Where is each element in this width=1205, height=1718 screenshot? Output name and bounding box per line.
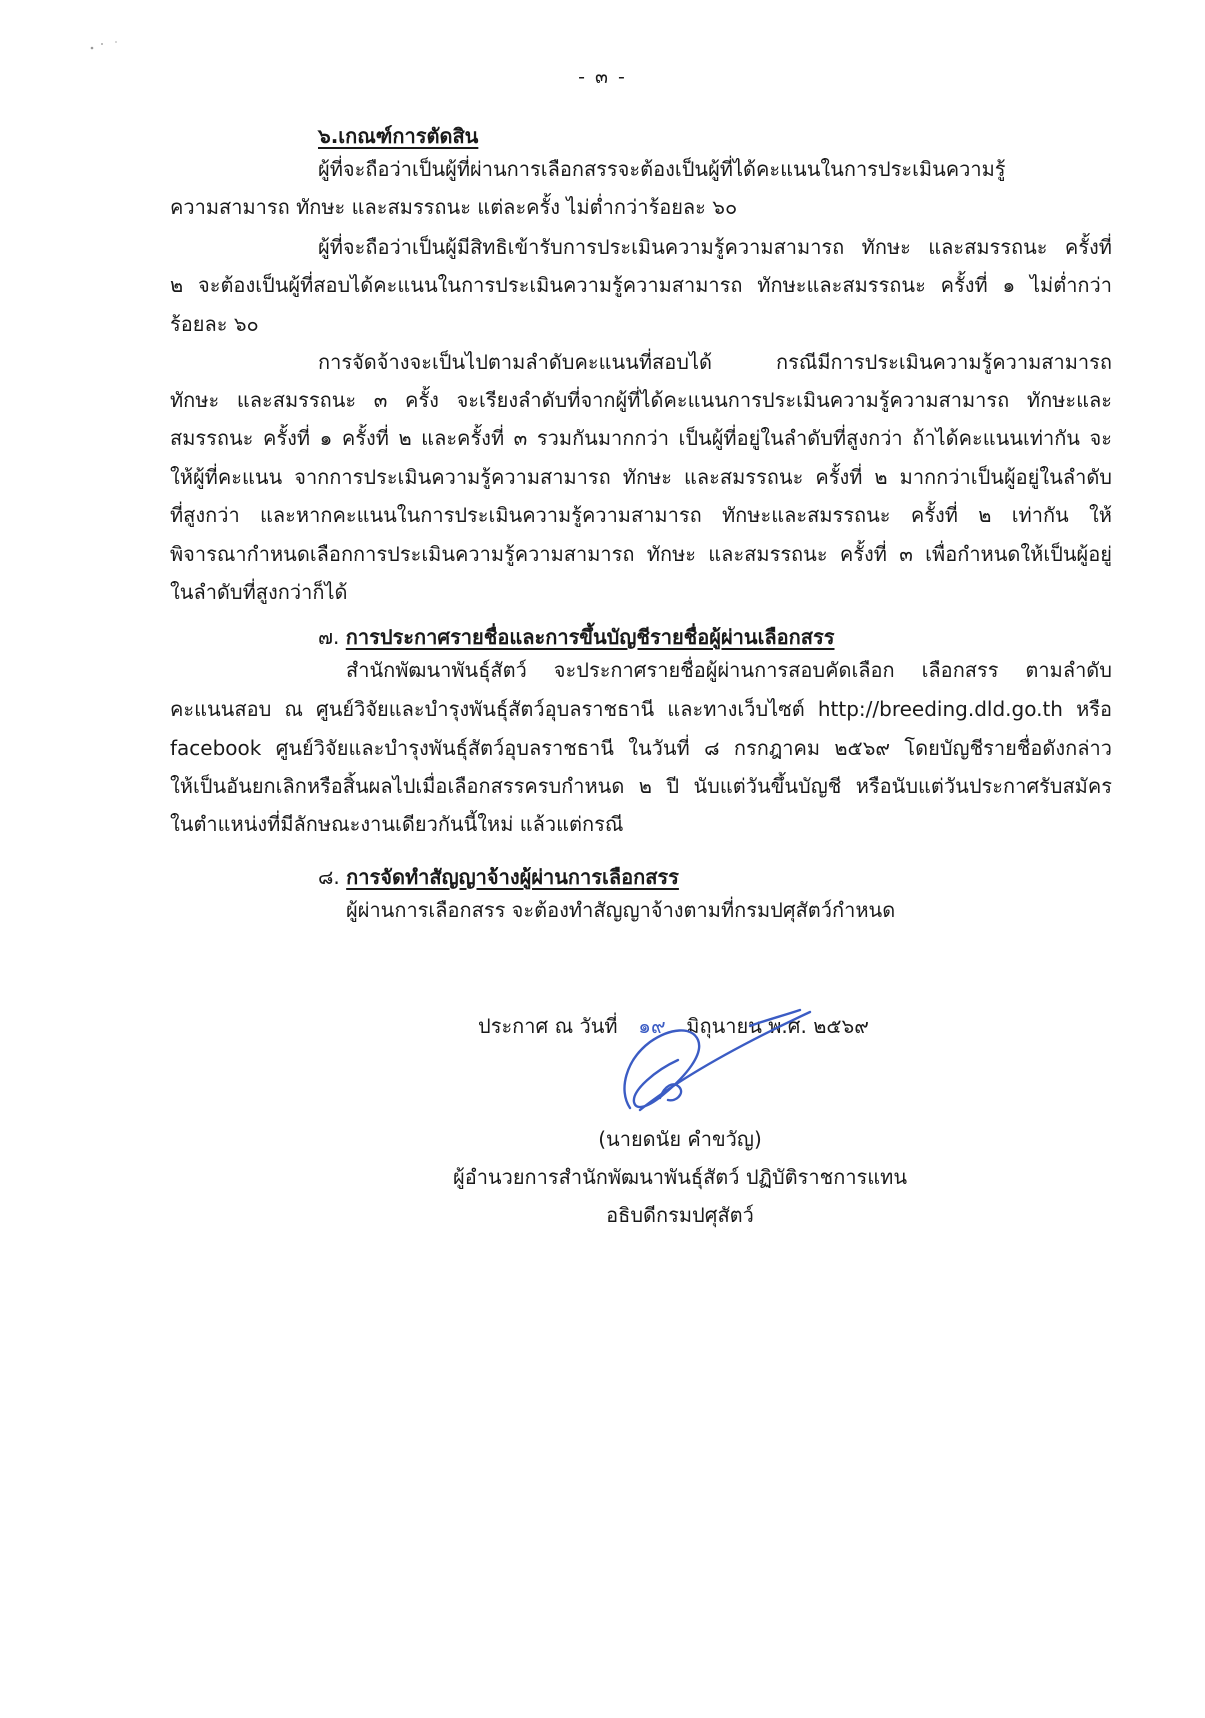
announce-day: ๑๙	[638, 1014, 666, 1038]
handwritten-signature	[600, 990, 840, 1140]
page-number: - ๓ -	[578, 66, 627, 88]
section7-line: สำนักพัฒนาพันธุ์สัตว์ จะประกาศรายชื่อผู้ผ่านการสอบคัดเลือก เลือกสรร ตามลำดับ	[346, 658, 1112, 682]
section6-line: ร้อยละ ๖๐	[170, 312, 259, 336]
section8-heading: การจัดทำสัญญาจ้างผู้ผ่านการเลือกสรร	[346, 865, 679, 889]
section6-line: สมรรถนะ ครั้งที่ ๑ ครั้งที่ ๒ และครั้งที่ ๓ รวมกันมากกว่า เป็นผู้ที่อยู่ในลำดับที่สูงกว่า ถ้าได้คะแนนเท่ากัน จะ	[170, 426, 1112, 450]
announce-prefix: ประกาศ ณ วันที่	[478, 1014, 618, 1038]
section8-title	[318, 863, 679, 891]
signatory-name: (นายดนัย คำขวัญ)	[598, 1127, 762, 1151]
announce-month-year: มิถุนายน พ.ศ. ๒๕๖๙	[686, 1014, 869, 1038]
section6-line: ที่สูงกว่า และหากคะแนนในการประเมินความรู้ความสามารถ ทักษะและสมรรถนะ ครั้งที่ ๒ เท่ากัน ให้	[170, 503, 1112, 527]
scan-speck	[88, 36, 138, 56]
section7-line: facebook ศูนย์วิจัยและบำรุงพันธุ์สัตว์อุบลราชธานี ในวันที่ ๘ กรกฎาคม ๒๕๖๙ โดยบัญชีรายชื่อดังกล่าว	[170, 736, 1112, 760]
section7-number: ๗.	[318, 625, 340, 649]
section7-line: ในตำแหน่งที่มีลักษณะงานเดียวกันนี้ใหม่ แล้วแต่กรณี	[170, 812, 624, 836]
section6-line: การจัดจ้างจะเป็นไปตามลำดับคะแนนที่สอบได้ กรณีมีการประเมินความรู้ความสามารถ	[318, 350, 1112, 374]
section6-line: ความสามารถ ทักษะ และสมรรถนะ แต่ละครั้ง ไม่ต่ำกว่าร้อยละ ๖๐	[170, 195, 738, 219]
section6-line: พิจารณากำหนดเลือกการประเมินความรู้ความสามารถ ทักษะ และสมรรถนะ ครั้งที่ ๓ เพื่อกำหนดให้เป็นผู้อยู่	[170, 542, 1112, 566]
section6-line: ผู้ที่จะถือว่าเป็นผู้ที่ผ่านการเลือกสรรจะต้องเป็นผู้ที่ได้คะแนนในการประเมินความรู้	[318, 157, 1006, 181]
section6-heading: ๖.เกณฑ์การตัดสิน	[318, 124, 479, 148]
section8-number: ๘.	[318, 865, 340, 889]
section7-title	[318, 623, 835, 651]
section7-heading: การประกาศรายชื่อและการขึ้นบัญชีรายชื่อผู้ผ่านเลือกสรร	[345, 625, 835, 649]
section7-line: ให้เป็นอันยกเลิกหรือสิ้นผลไปเมื่อเลือกสรรครบกำหนด ๒ ปี นับแต่วันขึ้นบัญชี หรือนับแต่วันประกาศรับสมัคร	[170, 774, 1112, 798]
section6-line: ให้ผู้ที่คะแนน จากการประเมินความรู้ความสามารถ ทักษะ และสมรรถนะ ครั้งที่ ๒ มากกว่าเป็นผู้อยู่ในลำดับ	[170, 465, 1112, 489]
section6-line: ทักษะ และสมรรถนะ ๓ ครั้ง จะเรียงลำดับที่จากผู้ที่ได้คะแนนการประเมินความรู้ความสามารถ ทักษะและ	[170, 388, 1112, 412]
signatory-position: ผู้อำนวยการสำนักพัฒนาพันธุ์สัตว์ ปฏิบัติราชการแทน	[452, 1165, 908, 1189]
section6-line: ๒ จะต้องเป็นผู้ที่สอบได้คะแนนในการประเมินความรู้ความสามารถ ทักษะและสมรรถนะ ครั้งที่ ๑ ไม่ต่ำกว่า	[170, 273, 1112, 297]
signatory-position-2: อธิบดีกรมปศุสัตว์	[606, 1203, 754, 1227]
section7-line: คะแนนสอบ ณ ศูนย์วิจัยและบำรุงพันธุ์สัตว์อุบลราชธานี และทางเว็บไซต์ http://breeding.dld.go.th หรือ	[170, 697, 1112, 721]
section8-line: ผู้ผ่านการเลือกสรร จะต้องทำสัญญาจ้างตามที่กรมปศุสัตว์กำหนด	[346, 898, 896, 922]
section6-line: ในลำดับที่สูงกว่าก็ได้	[170, 580, 348, 604]
section6-line: ผู้ที่จะถือว่าเป็นผู้มีสิทธิเข้ารับการประเมินความรู้ความสามารถ ทักษะ และสมรรถนะ ครั้งที่	[318, 235, 1112, 259]
